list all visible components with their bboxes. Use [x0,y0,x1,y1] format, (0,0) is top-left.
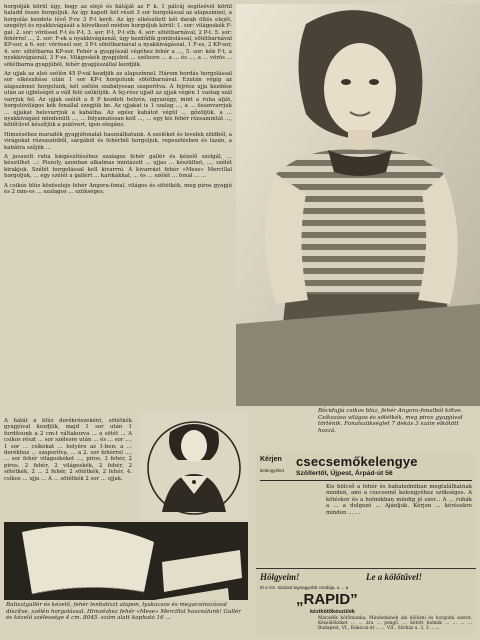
article-paragraph: Himzéséhez maradék gyapjúfonalat használhatunk. A szeléket és levelek zöldből, a virágokat rózsaszínből, sárgából és fehérből horgoljuk, repesztésben és lazán, a kabátra szőjük ... [4,131,232,151]
collar-caption [4,600,248,636]
blouse-sketch-illustration [140,412,248,520]
ad-kerjen: Kérjen [260,456,282,463]
article-paragraph: horgolják körül úgy, hogy az elejé és hátáját az F k. 1 pálcáj segítsével körül haladd össze horgoljuk. Az így kapott két részt 3 sor horgolással az alapszínnel, a horgolás kezdete lévő P-re 3 P-t kerít. Az így elkészített két darab öltés elejét, szegélyt és nyakkivágását a következő módon horgoljuk körül: 1. sor: világoskék F-gal. 2. sor: vörössel F-t és P-t. 3. sor: P-t, P-t stb. 4. sor: sötétbarnával, 2 P-t. 5. sor: fehérrel ..., 2. sor: F-ek a nyakkivágásnál, úgy kezdődik gombolással, sötétbarnával KP-sor, a 6. sor: vörössel sor, 3 P-t sötétbarnával a nyakkivágással, 1 F-es, 2 KP-sor, 4. sor: sötétbarna KP-sor. Fehér a gyapjúszál végéhez fehér a ..., 5. sor: kék F-t, a nyakkivágásnál, 3 F-es. Világoskék gyapjúból ... szélesre ... a ... és ..., a ... vörös ... sötétbarna gyapjúból, fehér gyapjúszállal kezdjük. [4,4,232,68]
collar-caption-text: Batisztgallér és kézelő, fehér lenbatiszt alapon, lyukacsos és megacsinozással díszítve, szélén horgolással. Himzéshez fehér «Mese» Mercillal használunk! Gallér és kézelő szélessége 4 cm. 8045. szám alatt kapható 16 ... [6,602,241,622]
sketch-drawing [140,412,248,520]
rapid-ad [256,568,476,636]
ad-divider [256,568,476,569]
rapid-brand: „RAPID” [296,591,358,608]
article-paragraph: Az ujjak az alsó szélén 45 P-val kezdjük az alapszínnel. Három bordás horgolással sor elkészítése után 1 sor KP-t horgolunk sötétbarnával. Ezután végig az alapszínnel horgolunk, két szélén szabályosan szaporítva. A fejrész ujja kezdése után az ujjbőségét a váll felé szűkítjük. A fej-rész ujjait az ujjak végén 1 vastag szál varrjuk fel. Az ujjak szélét a 8 P kezdeti helyén, ugyanúgy, mint a ruha alját, horgolóvilágos kék fonallal szegjük be. Az ujjakat is 1 szalag ..., a ... összevarrjuk ... ujjakat belevarrjuk a kabátba. Az egész kabátot végül ... gőzöljük, a ... nyakkivágást mindenütt ..., ... folyamatosan kell ..., ... egy kis fehér rózsamintát ..., kötőtűvel készítjük a pulóvert, igen elegáns. [4,71,232,129]
article-column-top [4,4,232,412]
model-photo-illustration [236,4,480,406]
ad-body-text: Kis bölcső a fehér és babaholmiban megtalálhatnak minden, ami a csecsemő kelengyéhez szükséges. A kötéskor és a holmikban mindig jó szer... A ... ruhák a ... a dolgozó ... Ajánljuk. Kérjen ... kérésekre minden ... ... [326,484,472,516]
ad-brand: csecsemőkelengye [296,454,418,469]
article-column-blouse [4,418,132,520]
article-paragraph: A hátát a blúz derékrészeként, sötétkék gyapjúval kezdjük, majd 1 sor után 1 fordítsunk a 2 cm-t váltakozva ... a sötét ... A csíkos részt ... sor szélesre után ... és ... sor ..., 1 sor ... csíkokat ... helyére az 1-ben; a ... derékhoz ... szaporítva, ... a 2. sor fehérrel ..., ... sor fehér világoskéket ..., piros, 3 fehér, 2 piros. 2 fehér, 2 világoskék, 2 fehér, 2 sötétkék, 2 ... 2 fehér, 2 sötétkék, 2 fehér, 4. csíkos ... ujja ... A ... sötétkék 2 sor ... ujjak. [4,418,132,482]
rapid-intro: Itt a XX. század legnagyobb csodája, a ... a [260,585,349,590]
rapid-subtitle: kézikötőkészülék [310,609,355,615]
article-paragraph: A javasolt ruha kiegészítéséhez szalagos fehér gallér és kézelő szolgál, ... készülhet ...: Piszoly, azonban alkalmas mintázott ... ujjas ... készülhet, ..., szélét kirakjuk. Szélét horgolással kell kivarrni. A kivarrást fehér «Mese» Mercillal horgoljuk, ... egy szélét a gallért ... karikákkal, ... és ... szélét ... fonal ... ... [4,153,232,180]
ad-address: Szöllertől, Újpest, Árpád-út 56 [296,470,393,477]
blouse-caption: Bőcidujjú csíkos blúz, fehér Angora-fonalból kötve. Csíkozása világos és sötétkék, meg piros gyapjúval történik. Fonalszükséglet 7 dekás 3 szám elkötött hozzá. [318,408,463,434]
ad-kelengye-word: kelengyéket [260,468,285,473]
rapid-headline-2: Le a kölőtűvel! [366,572,422,582]
rapid-body-text: Maradék kötőmunka, Mindenkinek aki kölözni és horgolni szeret. Készüléküket ... ... ára ... pengő. ... kötött holmik ... ... ... ... Budapest, VI., Rákóczi-út ... ... VII., Sörház u. 3, 3 ... ... [318,616,472,632]
article-paragraph: A csikós blúz közöseleje fehér Angora-fonal, világos és sötétkék, meg piros gyapjú és 2 mm-es ... szalagos ... szükséges. [4,182,232,195]
ad-header-row [260,454,472,481]
blouse-model-photo [236,4,480,406]
csecsemokelengye-ad [256,452,476,564]
rapid-headline: Hölgyeim! [260,572,300,582]
